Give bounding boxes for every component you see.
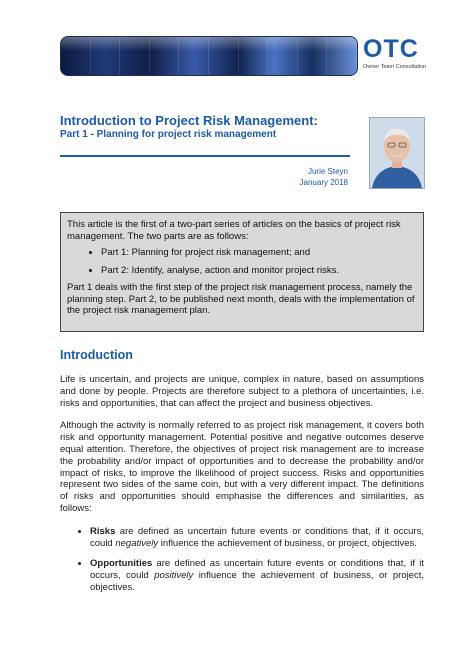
title-divider xyxy=(60,155,350,157)
body-paragraph-1: Life is uncertain, and projects are unique, complex in nature, based on assumptions and done by people. Projects are therefore subject to a plethora of uncertainties, i.e. risks and opportunities, that can affect the project and business objectives. xyxy=(60,374,424,409)
author-portrait-icon xyxy=(370,118,424,188)
header-banner-image xyxy=(60,36,358,76)
summary-paragraph-2: Part 1 deals with the first step of the project risk management process, namely the planning step. Part 2, to be published next month, deals with the implementation of the project risk management plan. xyxy=(67,282,415,316)
definition-emphasis: negatively xyxy=(115,537,159,549)
definition-emphasis: positively xyxy=(154,570,194,582)
company-logo xyxy=(363,36,433,76)
series-summary-box xyxy=(60,212,424,332)
definition-text: influence the achievement of business, or project, objectives. xyxy=(158,537,417,549)
definition-text: are defined as uncertain future events or conditions that, if it occurs, could xyxy=(90,558,424,582)
parts-list xyxy=(67,247,417,276)
author-photo xyxy=(369,117,425,189)
section-heading-introduction: Introduction xyxy=(60,348,133,362)
publish-date: January 2018 xyxy=(299,178,348,187)
body-paragraph-2: Although the activity is normally referred to as project risk management, it covers both risk and opportunity management. Potential positive and negative outcomes deserve equal attention. Therefore, the objectives of project risk management are to increase the probability and/or impact of opportunities and to decrease the probability and/or impact of risks, to improve the likelihood of project success. Risks and opportunities represent two sides of the same coin, but with a very different impact. The definitions of risks and opportunities should emphasise the differences and similarities, as follows: xyxy=(60,420,424,514)
introduction-body xyxy=(60,374,424,603)
list-item xyxy=(90,558,424,593)
definition-text: are defined as uncertain future events or conditions that, if it occurs, could xyxy=(90,525,424,549)
definition-term: Risks xyxy=(90,525,116,537)
summary-paragraph-1: This article is the first of a two-part series of articles on the basics of project risk management. The two parts are as follows: xyxy=(67,219,401,242)
definition-text: influence the achievement of business, or project, objectives. xyxy=(90,570,424,593)
definitions-list xyxy=(60,526,424,594)
article-title: Introduction to Project Risk Management: xyxy=(60,113,318,128)
logo-text: OTC xyxy=(363,35,419,63)
author-name: Jurie Steyn xyxy=(307,167,348,176)
definition-term: Opportunities xyxy=(90,558,153,570)
article-subtitle: Part 1 - Planning for project risk management xyxy=(60,129,277,140)
author-block xyxy=(300,166,348,188)
logo-subtitle: Owner Team Consultation xyxy=(363,64,427,70)
list-item xyxy=(90,526,424,550)
list-item: • Part 1: Planning for project risk management; and xyxy=(101,247,417,259)
list-item: • Part 2: Identify, analyse, action and monitor project risks. xyxy=(101,265,417,277)
